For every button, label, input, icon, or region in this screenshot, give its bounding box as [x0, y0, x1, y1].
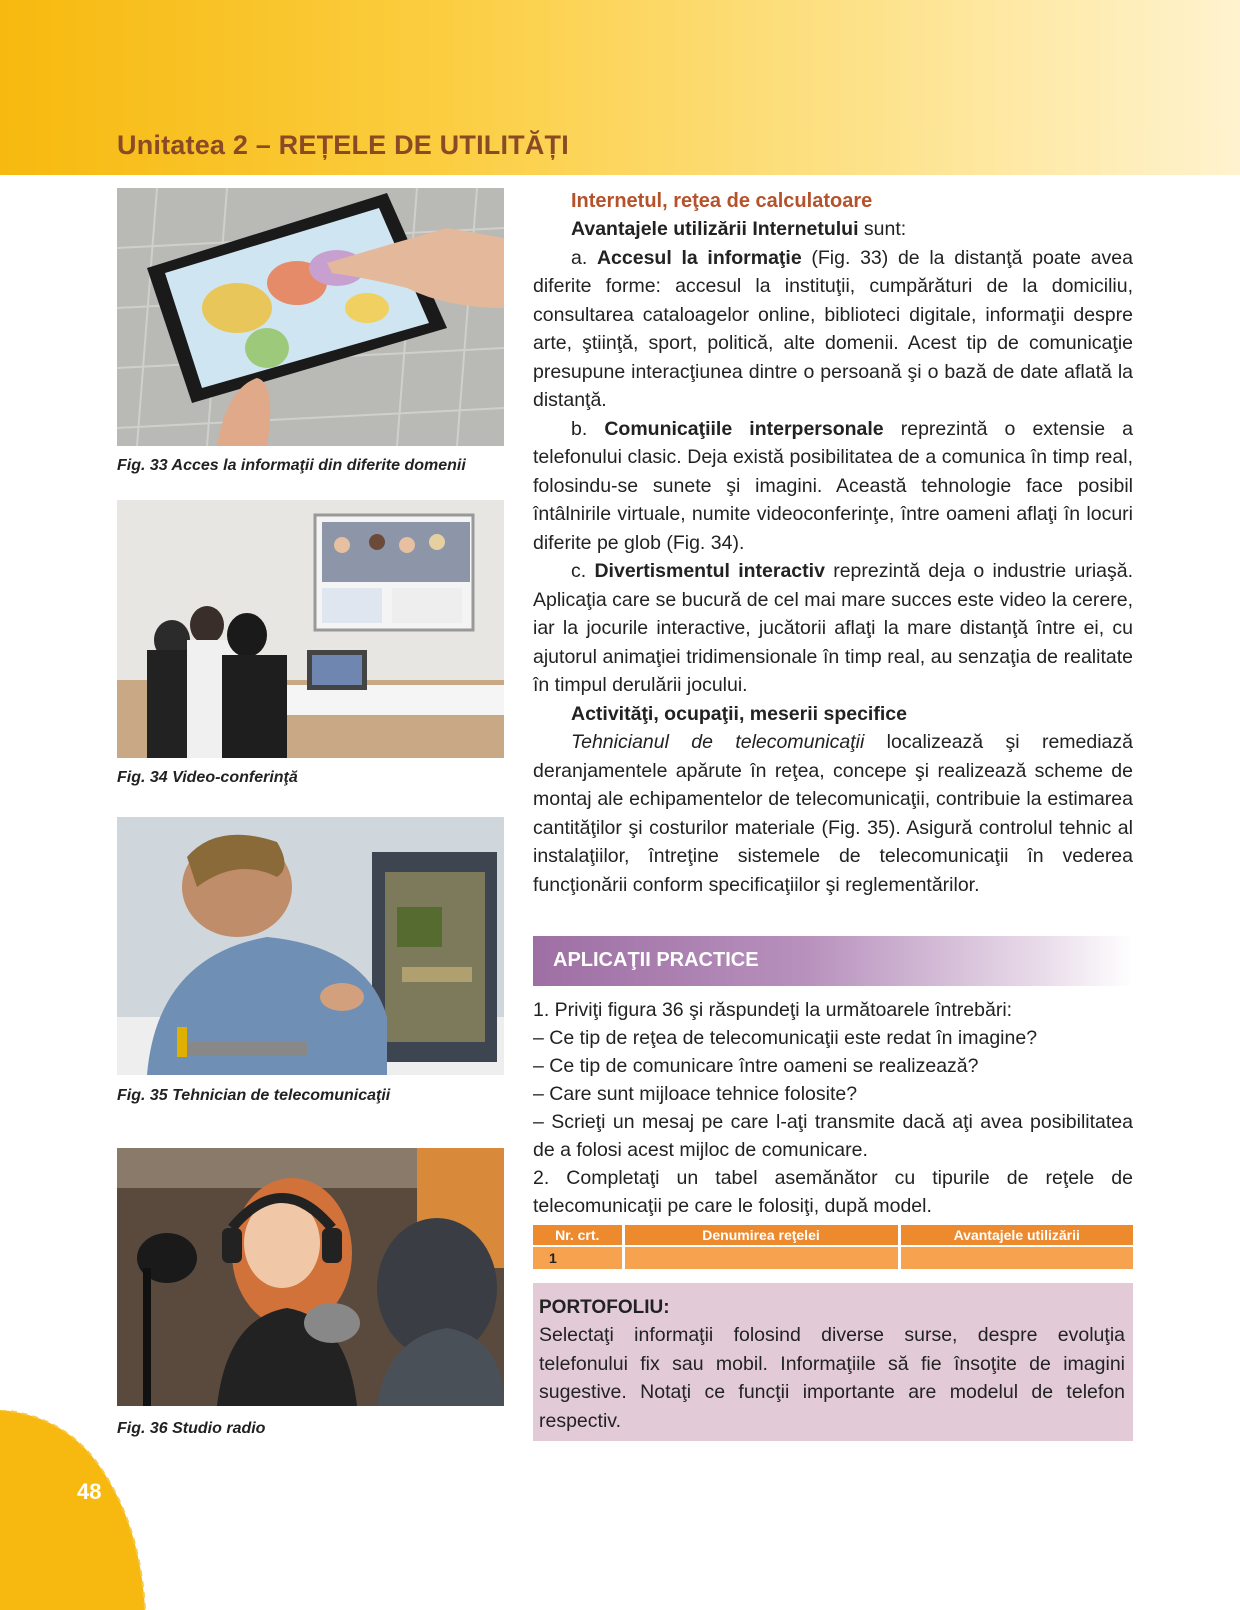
figure-radio-studio — [117, 1148, 504, 1406]
paragraph-a — [533, 244, 1133, 415]
table-cell — [899, 1246, 1133, 1269]
paragraph-c-text: reprezintă deja o industrie uriaşă. Aplicaţia care se bucură de cel mai mare succes este video la cerere, iar la jocurile interactive, jucătorii aflaţi la mare distanţă între ei, cu ajutorul animaţiei tridimensionale în timp real, au senzaţia de realitate în timpul derulării jocului. — [533, 560, 1134, 696]
applications-item: – Care sunt mijloace tehnice folosite? — [533, 1083, 858, 1105]
technician-italic: Tehnicianul de telecomunicaţii — [571, 731, 865, 753]
page-corner-decoration — [0, 1410, 150, 1610]
applications-list — [533, 996, 1133, 1220]
advantages-heading-line — [533, 215, 1133, 244]
portfolio-text: Selectaţi informaţii folosind diverse surse, despre evoluţia telefonului fix sau mobil. Informaţiile să fie însoţite de imagini sugestive. Notaţi ce funcţii importante are modelul de telefon respectiv. — [539, 1324, 1125, 1432]
applications-banner — [533, 936, 1133, 986]
activities-heading: Activităţi, ocupaţii, meserii specifice — [571, 702, 907, 725]
figure-video-conference — [117, 500, 504, 758]
applications-item: 2. Completaţi un tabel asemănător cu tipurile de reţele de telecomunicaţii pe care le folosiţi, după model. — [533, 1167, 1133, 1217]
unit-title: Unitatea 2 – REȚELE DE UTILITĂȚI — [117, 130, 569, 160]
table-cell: 1 — [533, 1246, 623, 1269]
paragraph-c-bold: Divertismentul interactiv — [594, 560, 825, 582]
paragraph-b-prefix: b. — [571, 417, 605, 440]
paragraph-b — [533, 415, 1133, 558]
figure-caption: Fig. 33 Acces la informaţii din diferite domenii — [117, 457, 466, 474]
figure-caption: Fig. 34 Video-conferinţă — [117, 769, 298, 786]
table-header: Avantajele utilizării — [899, 1225, 1133, 1246]
paragraph-a-text: (Fig. 33) de la distanţă poate avea diferite forme: accesul la instituţii, cumpărături de la domiciliu, consultarea cataloagelor online, biblioteci digitale, informaţii despre arte, ştiinţă, sport, politică, alte domenii. Acest tip de comunicaţie presupune interacţiunea dintre o persoană şi o bază de date aflată la distanţă. — [533, 246, 1134, 411]
model-table — [533, 1225, 1133, 1269]
table-cell — [623, 1246, 899, 1269]
portfolio-title: PORTOFOLIU: — [539, 1297, 670, 1318]
table-row — [533, 1246, 1133, 1269]
paragraph-a-bold: Accesul la informaţie — [596, 246, 802, 269]
portfolio-box — [533, 1283, 1133, 1441]
figure-technician — [117, 817, 504, 1075]
section-title: Internetul, reţea de calculatoare — [571, 190, 873, 212]
applications-item: – Ce tip de reţea de telecomunicaţii este redat în imagine? — [533, 1027, 1038, 1049]
advantages-heading: Avantajele utilizării Internetului — [571, 218, 859, 240]
applications-item: – Ce tip de comunicare între oameni se realizează? — [533, 1055, 979, 1077]
paragraph-b-text: reprezintă o extensie a telefonului clasic. Deja există posibilitatea de a comunica în timp real, folosindu-se sunete şi imagini. Această tehnologie face posibil întâlnirile virtuale, numite videoconferinţe, între oameni aflaţi în locuri diferite pe glob (Fig. 34). — [533, 417, 1133, 554]
paragraph-a-prefix: a. — [571, 246, 597, 269]
table-header-row — [533, 1225, 1133, 1246]
figure-caption: Fig. 36 Studio radio — [117, 1420, 266, 1437]
applications-item: 1. Priviţi figura 36 şi răspundeţi la următoarele întrebări: — [533, 999, 1013, 1021]
table-header: Nr. crt. — [533, 1225, 623, 1246]
paragraph-c — [533, 557, 1133, 700]
paragraph-b-bold: Comunicaţiile interpersonale — [604, 417, 884, 440]
table-header: Denumirea reţelei — [623, 1225, 899, 1246]
applications-title: APLICAŢII PRACTICE — [553, 949, 759, 971]
advantages-heading-tail: sunt: — [858, 218, 907, 240]
technician-paragraph — [533, 728, 1133, 899]
paragraph-c-prefix: c. — [571, 560, 595, 582]
main-text-column — [533, 190, 1133, 899]
technician-text: localizează şi remediază deranjamentele apărute în reţea, concepe şi realizează scheme de montaj ale echipamentelor de telecomunicaţii, contribuie la estimarea cantităţilor şi costurilor materiale (Fig. 35). Asigură controlul tehnic al instalaţiilor, întreţine sistemele de telecomunicaţii în vederea funcţionării conform specificaţiilor şi reglementărilor. — [533, 731, 1133, 896]
figure-tablet-map — [117, 188, 504, 446]
page-number: 48 — [77, 1479, 102, 1504]
figure-caption: Fig. 35 Tehnician de telecomunicaţii — [117, 1087, 391, 1104]
applications-item: – Scrieţi un mesaj pe care l-aţi transmite dacă aţi avea posibilitatea de a folosi acest mijloc de comunicare. — [533, 1111, 1133, 1161]
